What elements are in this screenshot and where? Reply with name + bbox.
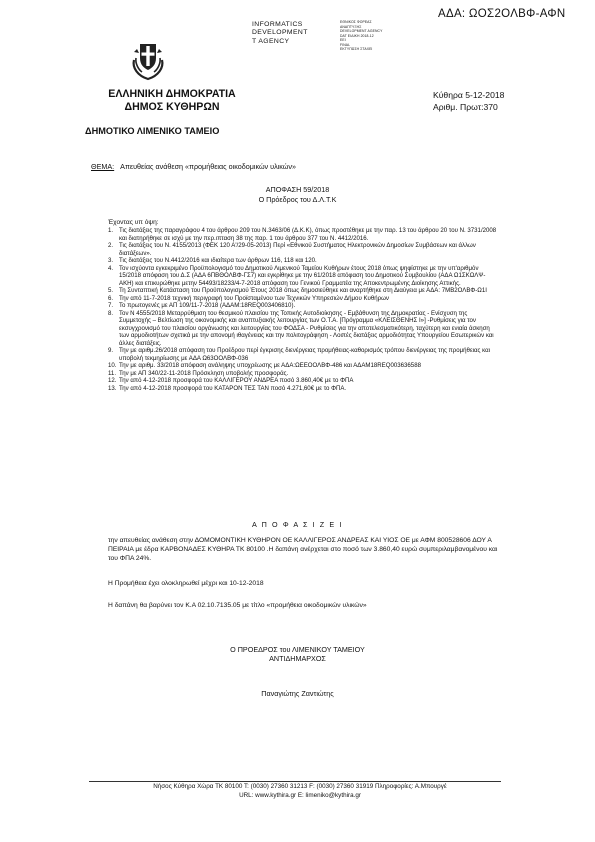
agency-small-line-1: ΕΘΝΙΚΟΣ ΦΟΡΕΑΣ — [340, 20, 372, 24]
list-item-number: 1. — [108, 227, 114, 234]
considerations-list — [108, 227, 498, 392]
list-item-text: Το πρωτογενές με ΑΠ 109/11-7-2018 (ΑΔΑΜ:18REQ003406810). — [119, 302, 296, 309]
agency-small-line-5: ΕΕΙ — [340, 38, 346, 42]
list-item-number: 12. — [108, 377, 117, 384]
list-item-text: Τις διατάξεις του Ν.4412/2016 και ιδιαίτερα των άρθρων 116, 118 και 120. — [119, 257, 317, 264]
list-item-number: 8. — [108, 309, 114, 317]
subject-label: ΘΕΜΑ: — [91, 162, 115, 171]
list-item-text: Την με ΑΠ 340/22-11-2018 Πρόσκληση υποβολής προσφοράς. — [119, 369, 289, 377]
list-item — [108, 377, 498, 385]
list-item — [108, 227, 498, 242]
footer-web-line: URL: www.kythira.gr E: limeniko@kythira.gr — [239, 792, 361, 799]
agency-logo-small-text — [340, 20, 382, 52]
list-item — [108, 302, 498, 310]
list-item-text: Την με αριθμ. 33/2018 απόφαση ανάληψης υποχρέωσης με ΑΔΑ:ΩΕΕΟΟΛΒΦ-486 και ΑΔΑΜ18REQ003636588 — [119, 362, 421, 369]
list-item-number: 9. — [108, 347, 114, 354]
list-item — [108, 362, 498, 370]
signature-name: Παναγιώτης Ζαντιώτης — [261, 689, 334, 698]
agency-small-line-4: DAT ΕΙΔΙΚΗ 2018-12 — [340, 33, 374, 38]
protocol-number: Αριθμ. Πρωτ:370 — [433, 102, 498, 112]
list-item-text: Τον Ν 4555/2018 Μεταρρύθμιση του θεσμικού πλαισίου της Τοπικής Αυτοδιοίκησης - Εμβάθυνση της Δημοκρατίας - Ενίσχυση της Συμμετοχής – Βελτίωση της οικονομικής και αναπτυξιακής λειτουργίας των Ο.Τ.Α. [Πρόγραμμα «ΚΛΕΙΣΘΕΝΗΣ Ι»] -Ρυθμίσεις για τον εκσυγχρονισμό του πλαισίου οργάνωσης και λειτουργίας του ΦΟΔΣΑ - Ρυθμίσεις για την αποτελεσματικότερη, ταχύτερη και ενιαία άσκηση των αρμοδιοτήτων σχετικά με την απονομή ιθαγένειας και την πολιτογράφηση - Λοιπές διατάξεις αρμοδιότητας Υπουργείου Εσωτερικών και άλλες διατάξεις. — [119, 309, 494, 347]
agency-small-line-3: DEVELOPMENT AGENCY — [340, 29, 383, 33]
signature-title-1: Ο ΠΡΟΕΔΡΟΣ του ΛΙΜΕΝΙΚΟΥ ΤΑΜΕΙΟΥ — [230, 645, 365, 654]
list-item-text: Την με αριθμ.26/2018 απόφαση του Προέδρου περί έγκρισης διενέργειας προμήθειας-καθορισμός τρόπου διενέργειας της προμήθειας και υποβολή τεκμηρίωσης με ΑΔΑ Ω63ΟΟΛΒΦ-036 — [119, 347, 491, 362]
footer-divider — [89, 781, 501, 782]
list-item-text: Τις διατάξεις της παραγράφου 4 του άρθρου 209 του Ν.3463/06 (Δ.Κ.Κ), όπως προστέθηκε με την παρ. 13 του άρθρου 20 του Ν. 3731/2008 και διατηρήθηκε σε ισχύ με την περ.ιπταση 38 της παρ. 1 του άρθρου 377 του Ν. 4412/2016. — [119, 227, 497, 242]
list-item — [108, 295, 498, 303]
agency-logo-text — [252, 21, 308, 46]
place-date: Κύθηρα 5-12-2018 — [433, 90, 505, 100]
ada-code: ΑΔΑ: ΩΟΣ2ΟΛΒΦ-ΑΦΝ — [438, 8, 566, 20]
list-item-text: Τη Συνταπτική Κατάσταση του Προϋπολογισμού Έτους 2018 όπως δημοσιεύθηκε και αναρτήθηκε στη Διαύγεια με ΑΔΑ: 7ΜΒ2ΟΛΒΦ-Ω1Ι — [119, 287, 487, 294]
resolution-paragraph-1: την απευθείας ανάθεση στην ΔΟΜΟΜΟΝΤΙΚΗ ΚΥΘΗΡΟΝ ΟΕ ΚΑΛΛΙΓΕΡΟΣ ΑΝΔΡΕΑΣ ΚΑΙ ΥΙΟΣ ΟΕ με ΑΦΜ 800528606 ΔΟΥ Α ΠΕΙΡΑΙΑ με έδρα ΚΑΡΒΟΝΑΔΕΣ ΚΥΘΗΡΑ ΤΚ 80100 .Η δαπάνη ανέρχεται στο ποσό των 3.860,40 ευρώ συμπεριλαμβανομένου και του ΦΠΑ 24%. — [108, 537, 498, 562]
agency-small-line-6: FINAL — [340, 42, 351, 47]
list-item-number: 11. — [108, 369, 117, 377]
org-name-line-1: ΕΛΛΗΝΙΚΗ ΔΗΜΟΚΡΑΤΙΑ — [108, 88, 236, 100]
considerations-intro: Έχοντας υπ όψη: — [108, 219, 159, 226]
decision-issuer: Ο Πρόεδρος του Δ.Λ.Τ.Κ — [258, 195, 337, 204]
list-item — [108, 347, 498, 362]
list-item-number: 10. — [108, 362, 117, 369]
footer-contact-line: Νήσος Κύθηρα Χώρα ΤΚ 80100 Τ: (0030) 27360 31213 F: (0030) 27360 31919 Πληροφορίες: Α.Μπουργέ — [153, 783, 447, 790]
list-item-text: Την από 4-12-2018 προσφορά του ΚΑΤΑΡΟΝ ΤΕΣ ΤΑΝ ποσό 4.271,60€ με το ΦΠΑ. — [119, 384, 347, 392]
list-item-number: 2. — [108, 242, 114, 249]
agency-small-line-7: ΕΚΤΥΠΩΣΗ ΣΤΑΧΕΙ — [340, 47, 373, 51]
agency-small-line-2: ΑΝΑΠΤΥΞΗΣ — [340, 24, 362, 29]
list-item — [108, 287, 498, 295]
list-item-number: 6. — [108, 294, 114, 302]
list-item-number: 7. — [108, 302, 114, 309]
list-item — [108, 265, 498, 288]
list-item — [108, 242, 498, 257]
department-name: ΔΗΜΟΤΙΚΟ ΛΙΜΕΝΙΚΟ ΤΑΜΕΙΟ — [85, 126, 220, 136]
signature-title-2: ΑΝΤΙΔΗΜΑΡΧΟΣ — [269, 654, 326, 663]
decision-number: ΑΠΟΦΑΣΗ 59/2018 — [265, 185, 330, 194]
list-item — [108, 385, 498, 393]
greek-emblem-icon — [128, 38, 168, 82]
list-item — [108, 370, 498, 378]
list-item-text: Τον ισχύοντα εγκεκριμένο Προϋπολογισμό του Δημοτικού Λιμενικού Ταμείου Κυθήρων έτους 2018 όπως ψηφίστηκε με την υπ'αριθμόν 15/2018 απόφαση του Δ.Σ (ΑΔΑ 6ΠΒΘΟΛΒΦ-ΓΣ7) και εγκρίθηκε με την 61/2018 απόφαση του Δημοτικού Συμβουλίου (ΑΔΑ Ω1ΣΚΩΛΨ-ΑΚΗ) και επικυρώθηκε μετην 54493/18233/4-7-2018 απόφαση του Γενικού Γραμματέα της Αποκεντρωμένης Διοίκησης Αττικής. — [119, 264, 486, 287]
list-item — [108, 257, 498, 265]
agency-line-3: T AGENCY — [252, 37, 290, 45]
list-item-number: 3. — [108, 257, 114, 264]
list-item-text: Την από 4-12-2018 προσφορά του ΚΑΛΛΙΓΕΡΟΥ ΑΝΔΡΕΑ ποσό 3.860,40€ με το ΦΠΑ — [119, 377, 354, 384]
list-item — [108, 310, 498, 348]
list-item-text: Την από 11-7-2018 τεχνική περιγραφή του Προϊσταμένου των Τεχνικών Υπηρεσιών Δήμου Κυθήρων — [119, 294, 389, 302]
list-item-number: 4. — [108, 264, 114, 272]
list-item-text: Τις διατάξεις του Ν. 4155/2013 (ΦΕΚ 120 Α'/29-05-2013) Περί «Εθνικού Συστήματος Ηλεκτρονικών Δημοσίων Συμβάσεων και άλλων διατάξεων». — [119, 242, 476, 257]
resolves-heading: Α Π Ο Φ Α Σ Ι Ζ Ε Ι — [252, 520, 343, 529]
agency-line-2: DEVELOPMENT — [252, 29, 308, 37]
resolution-paragraph-2: Η Προμήθεια έχει ολοκληρωθεί μέχρι και 10-12-2018 — [108, 580, 264, 587]
resolution-paragraph-3: Η δαπάνη θα βαρύνει τον Κ.Α 02.10.7135.05 με τίτλο «προμήθεια οικοδομικών υλικών» — [108, 602, 367, 609]
list-item-number: 5. — [108, 287, 114, 294]
subject-line — [91, 162, 296, 171]
agency-line-1: INFORMATICS — [252, 21, 303, 28]
org-name-line-2: ΔΗΜΟΣ ΚΥΘΗΡΩΝ — [124, 101, 220, 113]
list-item-number: 13. — [108, 384, 117, 392]
subject-text: Απευθείας ανάθεση «προμήθειας οικοδομικών υλικών» — [120, 162, 296, 171]
place-date-block — [433, 89, 504, 113]
